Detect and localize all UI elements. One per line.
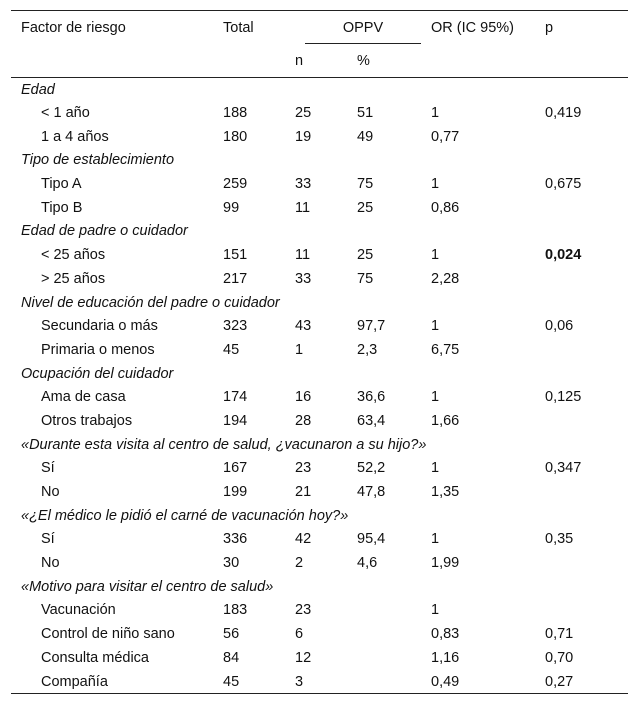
cell-total: 151 xyxy=(223,247,248,264)
cell-or: 0,49 xyxy=(431,673,460,690)
category-row xyxy=(11,433,628,457)
cell-pct: 25 xyxy=(357,247,374,264)
cell-pct xyxy=(357,599,431,623)
cell-n: 43 xyxy=(295,318,312,335)
row-label: < 25 años xyxy=(41,247,106,264)
row-label: Tipo A xyxy=(41,176,82,193)
cell-n: 28 xyxy=(295,412,312,429)
cell-or: 0,83 xyxy=(431,626,460,643)
table-row xyxy=(11,457,628,481)
cell-pct: 97,7 xyxy=(357,318,386,335)
cell-p xyxy=(545,196,628,220)
cell-pct: 47,8 xyxy=(357,484,386,501)
table-header xyxy=(11,11,628,78)
cell-total: 323 xyxy=(223,318,248,335)
cell-n: 6 xyxy=(295,626,304,643)
row-label: No xyxy=(41,555,60,572)
header-factor: Factor de riesgo xyxy=(21,19,126,36)
cell-total: 84 xyxy=(223,649,240,666)
row-label: Tipo B xyxy=(41,199,83,216)
cell-p xyxy=(545,409,628,433)
table-row xyxy=(11,646,628,670)
cell-or: 1 xyxy=(431,318,440,335)
cell-or: 1,99 xyxy=(431,555,460,572)
category-label: Ocupación del cuidador xyxy=(21,365,174,382)
cell-n: 11 xyxy=(295,199,311,216)
cell-p xyxy=(545,338,628,362)
cell-or: 1,35 xyxy=(431,484,460,501)
cell-p: 0,35 xyxy=(545,531,574,548)
category-label: Edad xyxy=(21,81,55,98)
cell-pct: 4,6 xyxy=(357,555,378,572)
table-body xyxy=(11,78,628,694)
table-row xyxy=(11,385,628,409)
row-label: Ama de casa xyxy=(41,389,126,406)
category-label: «¿El médico le pidió el carné de vacunación hoy?» xyxy=(21,507,349,524)
cell-or: 1 xyxy=(431,176,440,193)
cell-p: 0,125 xyxy=(545,389,582,406)
category-row xyxy=(11,362,628,386)
cell-n: 23 xyxy=(295,460,312,477)
cell-pct: 75 xyxy=(357,270,374,287)
row-label: Primaria o menos xyxy=(41,341,155,358)
cell-pct: 51 xyxy=(357,105,374,122)
cell-p xyxy=(545,480,628,504)
cell-p: 0,347 xyxy=(545,460,582,477)
cell-pct: 49 xyxy=(357,128,374,145)
cell-total: 56 xyxy=(223,626,240,643)
category-label: Tipo de establecimiento xyxy=(21,152,175,169)
table-row xyxy=(11,551,628,575)
cell-or: 1 xyxy=(431,531,440,548)
cell-total: 194 xyxy=(223,412,248,429)
row-label: > 25 años xyxy=(41,270,106,287)
table-row xyxy=(11,338,628,362)
cell-pct: 95,4 xyxy=(357,531,386,548)
cell-n: 11 xyxy=(295,247,311,264)
cell-p: 0,419 xyxy=(545,105,582,122)
table-row xyxy=(11,196,628,220)
category-row xyxy=(11,149,628,173)
cell-total: 30 xyxy=(223,555,240,572)
cell-total: 99 xyxy=(223,199,240,216)
cell-n: 16 xyxy=(295,389,312,406)
header-p: p xyxy=(545,19,554,36)
table-row xyxy=(11,314,628,338)
cell-p: 0,27 xyxy=(545,673,574,690)
table-row xyxy=(11,528,628,552)
table-row xyxy=(11,101,628,125)
category-row xyxy=(11,220,628,244)
cell-pct: 25 xyxy=(357,199,374,216)
cell-n: 23 xyxy=(295,602,312,619)
row-label: 1 a 4 años xyxy=(41,128,109,145)
cell-or: 1,16 xyxy=(431,649,460,666)
cell-pct xyxy=(357,622,431,646)
cell-total: 167 xyxy=(223,460,248,477)
category-row xyxy=(11,575,628,599)
cell-or: 6,75 xyxy=(431,341,460,358)
category-label: «Durante esta visita al centro de salud, ¿vacunaron a su hijo?» xyxy=(21,436,427,453)
cell-n: 33 xyxy=(295,176,312,193)
cell-total: 45 xyxy=(223,341,240,358)
table-row xyxy=(11,243,628,267)
table-row xyxy=(11,670,628,694)
cell-n: 19 xyxy=(295,128,312,145)
cell-total: 188 xyxy=(223,105,248,122)
table-row xyxy=(11,599,628,623)
cell-n: 2 xyxy=(295,555,304,572)
table-row xyxy=(11,480,628,504)
cell-p xyxy=(545,599,628,623)
header-or: OR (IC 95%) xyxy=(431,19,515,36)
row-label: Control de niño sano xyxy=(41,626,175,643)
row-label: Vacunación xyxy=(41,602,116,619)
header-pct: % xyxy=(357,44,431,78)
cell-p: 0,71 xyxy=(545,626,574,643)
cell-or: 1 xyxy=(431,105,440,122)
cell-total: 259 xyxy=(223,176,248,193)
risk-factor-table xyxy=(11,10,628,694)
cell-p: 0,024 xyxy=(545,247,582,264)
table-row xyxy=(11,409,628,433)
cell-total: 174 xyxy=(223,389,248,406)
category-label: Edad de padre o cuidador xyxy=(21,223,188,240)
category-label: «Motivo para visitar el centro de salud» xyxy=(21,578,274,595)
table-row xyxy=(11,267,628,291)
cell-pct: 63,4 xyxy=(357,412,386,429)
cell-pct: 75 xyxy=(357,176,374,193)
row-label: Sí xyxy=(41,460,55,477)
row-label: < 1 año xyxy=(41,105,90,122)
row-label: Compañía xyxy=(41,673,108,690)
cell-p xyxy=(545,551,628,575)
cell-or: 2,28 xyxy=(431,270,460,287)
cell-n: 42 xyxy=(295,531,312,548)
table-row xyxy=(11,125,628,149)
cell-total: 336 xyxy=(223,531,248,548)
cell-pct: 2,3 xyxy=(357,341,378,358)
category-row xyxy=(11,504,628,528)
table-row xyxy=(11,622,628,646)
cell-n: 1 xyxy=(295,341,304,358)
header-oppv: OPPV xyxy=(295,11,431,44)
cell-total: 45 xyxy=(223,673,240,690)
category-row xyxy=(11,291,628,315)
cell-or: 0,86 xyxy=(431,199,460,216)
cell-pct xyxy=(357,670,431,694)
cell-p xyxy=(545,267,628,291)
header-n: n xyxy=(295,44,357,78)
cell-total: 183 xyxy=(223,602,248,619)
cell-or: 1 xyxy=(431,389,440,406)
cell-p xyxy=(545,125,628,149)
cell-n: 33 xyxy=(295,270,312,287)
cell-n: 21 xyxy=(295,484,312,501)
table-row xyxy=(11,172,628,196)
cell-or: 0,77 xyxy=(431,128,460,145)
cell-or: 1 xyxy=(431,460,440,477)
cell-p: 0,70 xyxy=(545,649,574,666)
row-label: Sí xyxy=(41,531,55,548)
cell-p: 0,675 xyxy=(545,176,582,193)
row-label: Consulta médica xyxy=(41,649,149,666)
cell-n: 3 xyxy=(295,673,304,690)
category-row xyxy=(11,78,628,102)
cell-or: 1 xyxy=(431,602,440,619)
cell-n: 12 xyxy=(295,649,312,666)
cell-pct xyxy=(357,646,431,670)
cell-pct: 52,2 xyxy=(357,460,386,477)
cell-pct: 36,6 xyxy=(357,389,386,406)
cell-or: 1,66 xyxy=(431,412,460,429)
row-label: Otros trabajos xyxy=(41,412,133,429)
row-label: Secundaria o más xyxy=(41,318,158,335)
category-label: Nivel de educación del padre o cuidador xyxy=(21,294,280,311)
header-total: Total xyxy=(223,19,254,36)
cell-or: 1 xyxy=(431,247,440,264)
cell-total: 199 xyxy=(223,484,248,501)
row-label: No xyxy=(41,484,60,501)
cell-p: 0,06 xyxy=(545,318,574,335)
cell-total: 217 xyxy=(223,270,248,287)
cell-n: 25 xyxy=(295,105,312,122)
cell-total: 180 xyxy=(223,128,248,145)
